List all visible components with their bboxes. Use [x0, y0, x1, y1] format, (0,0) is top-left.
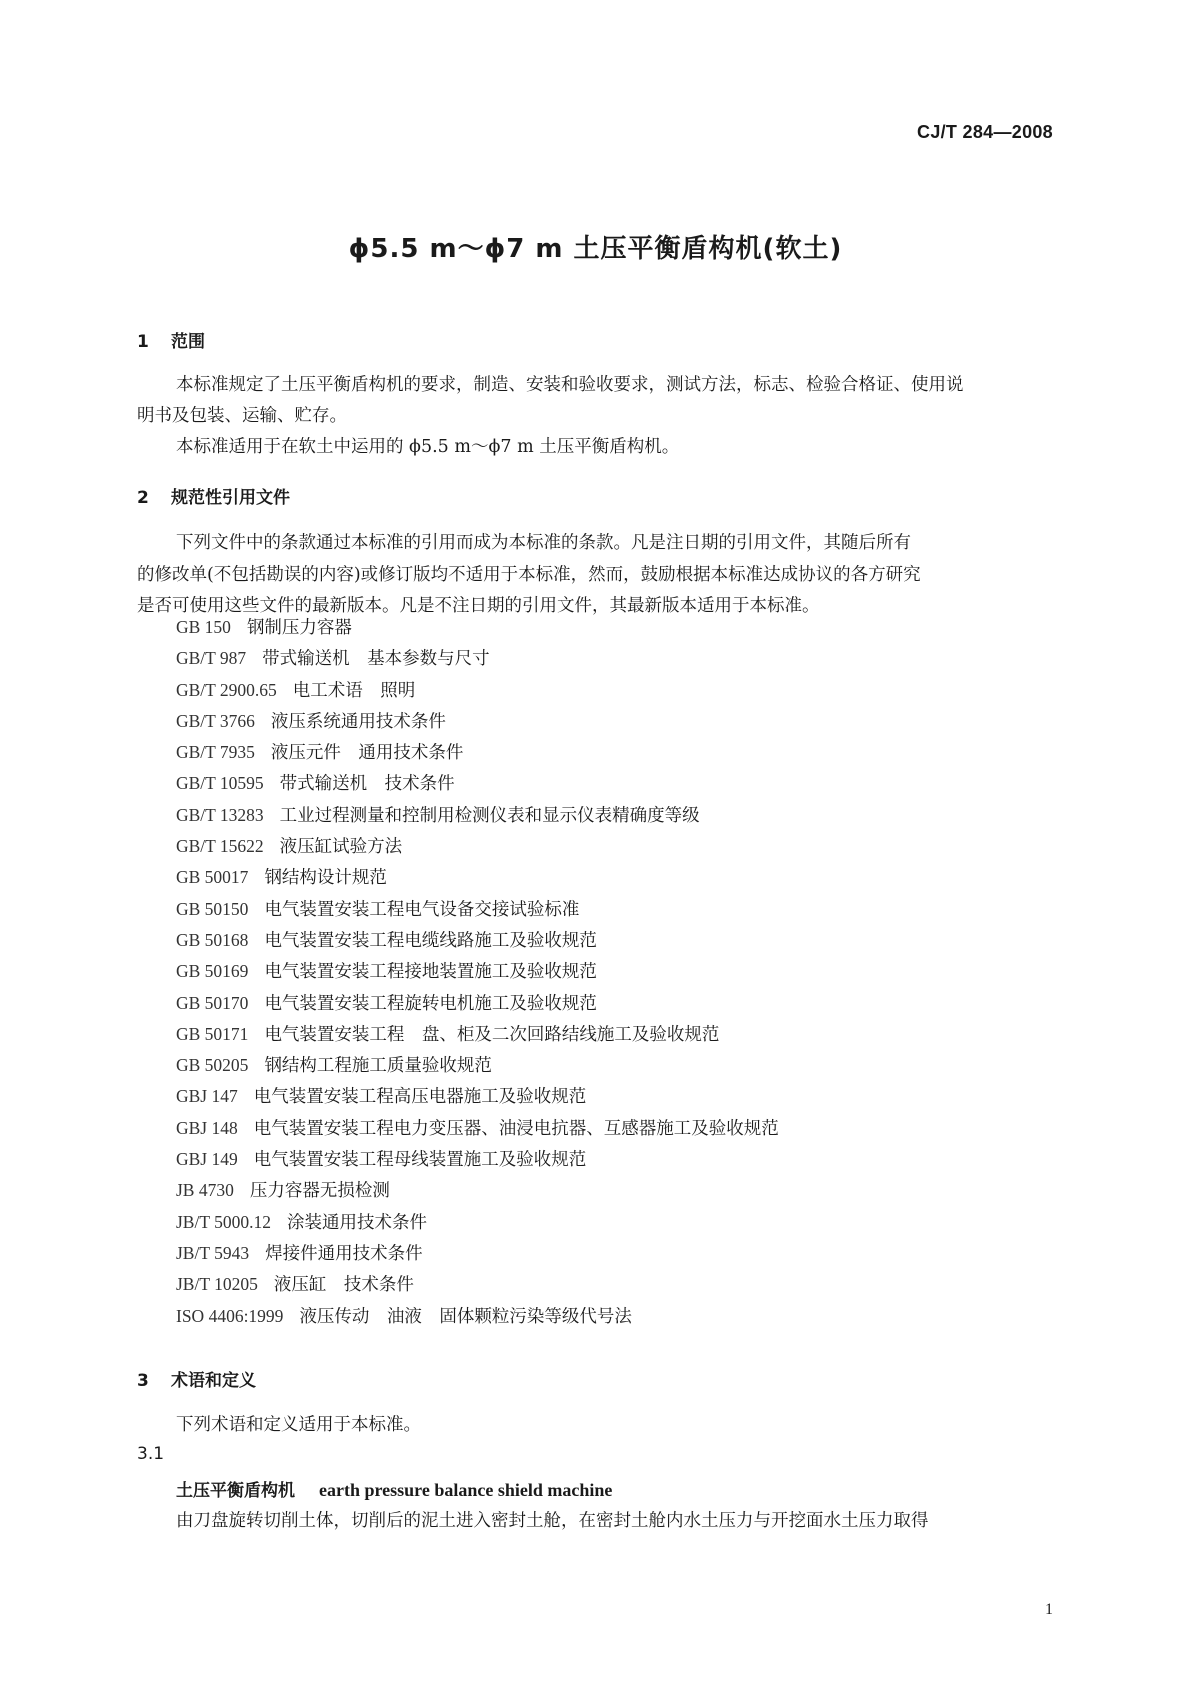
reference-item — [176, 1050, 779, 1081]
reference-item — [176, 988, 779, 1019]
reference-title: 电气装置安装工程 盘、柜及二次回路结线施工及验收规范 — [264, 1024, 720, 1045]
subsection-number: 3.1 — [137, 1444, 165, 1464]
reference-item — [176, 1238, 779, 1269]
reference-title: 液压缸试验方法 — [279, 837, 403, 858]
reference-code: GB 50171 — [176, 1023, 249, 1044]
reference-title: 液压传动 油液 固体颗粒污染等级代号法 — [299, 1306, 632, 1327]
reference-code: JB 4730 — [176, 1180, 234, 1201]
paragraph-line: 下列术语和定义适用于本标准。 — [176, 1415, 421, 1435]
reference-item — [176, 643, 779, 674]
reference-item — [176, 1207, 779, 1238]
reference-title: 电气装置安装工程高压电器施工及验收规范 — [253, 1087, 587, 1108]
reference-code: GB/T 987 — [176, 648, 247, 669]
reference-title: 液压元件 通用技术条件 — [270, 743, 464, 764]
paragraph-line: 是否可使用这些文件的最新版本。凡是不注日期的引用文件，其最新版本适用于本标准。 — [137, 596, 820, 616]
reference-title: 焊接件通用技术条件 — [265, 1243, 423, 1264]
reference-item — [176, 1113, 779, 1144]
reference-title: 液压系统通用技术条件 — [270, 711, 446, 732]
reference-item — [176, 1019, 779, 1050]
reference-item — [176, 800, 779, 831]
section-title: 规范性引用文件 — [171, 488, 290, 508]
term-english: earth pressure balance shield machine — [319, 1480, 613, 1500]
section-number: 3 — [137, 1371, 149, 1391]
reference-code: GB/T 10595 — [176, 773, 264, 794]
reference-code: GBJ 147 — [176, 1086, 238, 1107]
reference-code: GB 50205 — [176, 1055, 249, 1076]
section-3-heading — [137, 1366, 256, 1391]
reference-code: GB/T 3766 — [176, 710, 255, 731]
reference-item — [176, 1175, 779, 1206]
reference-code: ISO 4406:1999 — [176, 1305, 284, 1326]
reference-code: GBJ 149 — [176, 1149, 238, 1170]
reference-code: GB 50150 — [176, 898, 249, 919]
reference-code: GB 50170 — [176, 992, 249, 1013]
reference-title: 电气装置安装工程电力变压器、油浸电抗器、互感器施工及验收规范 — [253, 1118, 779, 1139]
reference-code: GB/T 13283 — [176, 804, 264, 825]
reference-code: GB 50169 — [176, 961, 249, 982]
reference-title: 电工术语 照明 — [292, 680, 416, 701]
reference-code: GB/T 2900.65 — [176, 679, 277, 700]
reference-title: 钢制压力容器 — [246, 618, 352, 638]
reference-title: 带式输送机 基本参数与尺寸 — [262, 649, 490, 670]
reference-item — [176, 1144, 779, 1175]
reference-code: GB/T 7935 — [176, 742, 255, 763]
reference-item — [176, 831, 779, 862]
reference-code: JB/T 5000.12 — [176, 1211, 271, 1232]
reference-item — [176, 737, 779, 768]
reference-title: 带式输送机 技术条件 — [279, 774, 455, 795]
reference-title: 压力容器无损检测 — [249, 1181, 390, 1202]
reference-item — [176, 956, 779, 987]
reference-item — [176, 1081, 779, 1112]
reference-item — [176, 768, 779, 799]
reference-title: 涂装通用技术条件 — [286, 1212, 427, 1233]
reference-item — [176, 675, 779, 706]
reference-title: 钢结构工程施工质量验收规范 — [264, 1056, 492, 1077]
reference-title: 工业过程测量和控制用检测仪表和显示仪表精确度等级 — [279, 805, 700, 826]
reference-code: GB 150 — [176, 617, 231, 637]
reference-item — [176, 862, 779, 893]
reference-title: 电气装置安装工程旋转电机施工及验收规范 — [264, 993, 597, 1014]
section-title: 范围 — [171, 332, 205, 352]
paragraph-line: 本标准规定了土压平衡盾构机的要求，制造、安装和验收要求，测试方法，标志、检验合格证、使用说 — [176, 375, 964, 395]
reference-title: 钢结构设计规范 — [264, 868, 387, 889]
paragraph-line: 明书及包装、运输、贮存。 — [137, 406, 347, 426]
section-number: 2 — [137, 488, 149, 508]
definition-line: 由刀盘旋转切削土体，切削后的泥土进入密封土舱，在密封土舱内水土压力与开挖面水土压力取得 — [176, 1511, 929, 1531]
reference-title: 电气装置安装工程电缆线路施工及验收规范 — [264, 930, 597, 951]
reference-title: 电气装置安装工程电气设备交接试验标准 — [264, 899, 580, 920]
reference-title: 电气装置安装工程母线装置施工及验收规范 — [253, 1150, 587, 1171]
reference-item — [176, 1301, 779, 1332]
reference-code: GB/T 15622 — [176, 836, 264, 857]
reference-item — [176, 706, 779, 737]
section-1-heading — [137, 327, 205, 352]
paragraph-line: 的修改单(不包括勘误的内容)或修订版均不适用于本标准，然而，鼓励根据本标准达成协议的各方研究 — [137, 565, 921, 585]
reference-code: GBJ 148 — [176, 1117, 238, 1138]
reference-code: JB/T 5943 — [176, 1242, 250, 1263]
section-title: 术语和定义 — [171, 1371, 256, 1391]
reference-title: 电气装置安装工程接地装置施工及验收规范 — [264, 962, 597, 983]
reference-item — [176, 925, 779, 956]
reference-item — [176, 1269, 779, 1300]
reference-code: JB/T 10205 — [176, 1274, 258, 1295]
paragraph-line: 下列文件中的条款通过本标准的引用而成为本标准的条款。凡是注日期的引用文件，其随后所有 — [176, 533, 911, 553]
reference-code: GB 50017 — [176, 867, 249, 888]
normative-reference-list — [176, 612, 779, 1332]
standard-code: CJ/T 284—2008 — [917, 122, 1053, 142]
paragraph-line: 本标准适用于在软土中运用的 ϕ5.5 m～ϕ7 m 土压平衡盾构机。 — [176, 437, 680, 457]
reference-code: GB 50168 — [176, 929, 249, 950]
page-number: 1 — [1045, 1601, 1053, 1618]
reference-item — [176, 894, 779, 925]
reference-title: 液压缸 技术条件 — [273, 1275, 414, 1296]
term-entry — [176, 1476, 612, 1501]
section-2-heading — [137, 483, 290, 508]
section-number: 1 — [137, 332, 149, 352]
document-title: ϕ5.5 m～ϕ7 m 土压平衡盾构机(软土) — [348, 234, 843, 264]
term-chinese: 土压平衡盾构机 — [176, 1481, 295, 1501]
reference-item — [176, 612, 779, 643]
